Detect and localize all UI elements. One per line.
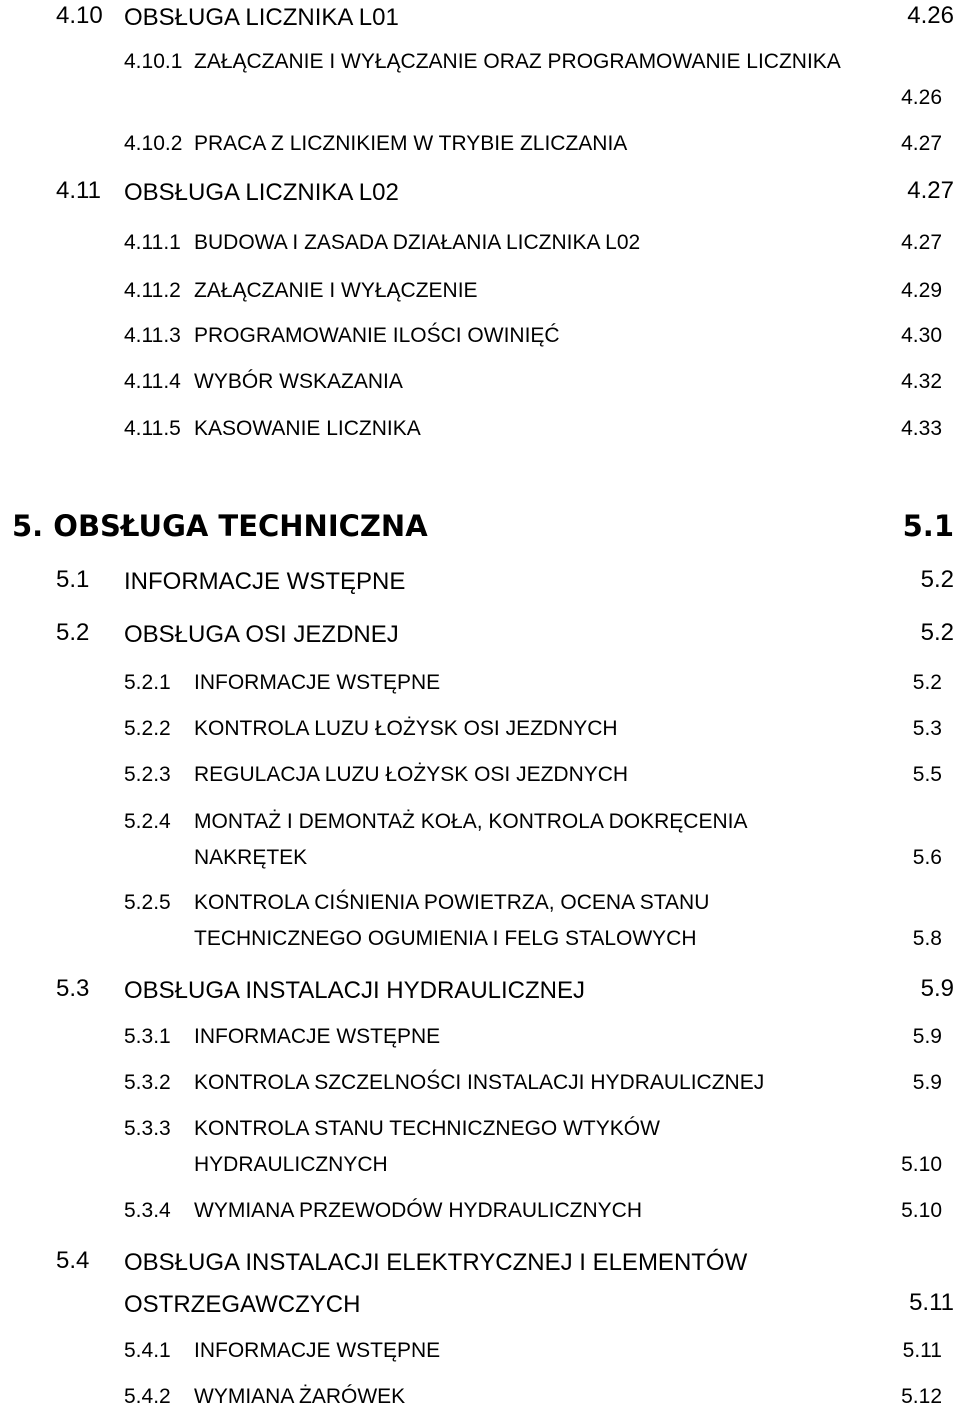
toc-entry-title: MONTAŻ I DEMONTAŻ KOŁA, KONTROLA DOKRĘCENIA NAKRĘTEK (194, 810, 747, 869)
toc-entry-title: ZAŁĄCZANIE I WYŁĄCZENIE (194, 279, 478, 302)
toc-entry-page: 5.10 (901, 1153, 942, 1176)
toc-entry-page: 5.9 (912, 1025, 942, 1048)
toc-entry-page: 4.32 (901, 370, 942, 393)
toc-entry-title: INFORMACJE WSTĘPNE (194, 1025, 441, 1048)
toc-entry-number: 5.2.2 (124, 717, 171, 740)
toc-entry-title: INFORMACJE WSTĘPNE (194, 1339, 441, 1362)
toc-entry-page: 5.9 (920, 975, 954, 1002)
toc-entry-page: 5.11 (902, 1339, 942, 1362)
toc-entry-number: 5.3 (56, 975, 90, 1002)
toc-entry-page: 4.26 (901, 86, 942, 109)
toc-entry-number: 4.11 (56, 177, 101, 204)
toc-entry-number: 5.2 (56, 619, 90, 646)
toc-entry-page: 5.2 (920, 566, 954, 593)
toc-entry-title: OBSŁUGA OSI JEZDNEJ (124, 621, 399, 648)
toc-entry-number: 5.4 (56, 1247, 90, 1274)
toc-entry-page: 4.26 (907, 2, 954, 29)
toc-entry-page: 5.6 (912, 846, 942, 869)
toc-entry-title: BUDOWA I ZASADA DZIAŁANIA LICZNIKA L02 (194, 231, 641, 254)
toc-entry-title: PROGRAMOWANIE ILOŚCI OWINIĘĆ (194, 324, 560, 347)
toc-entry-number: 4.11.3 (124, 324, 181, 347)
toc-entry-title: WYMIANA ŻARÓWEK (194, 1385, 406, 1408)
toc-entry-number: 5.4.2 (124, 1385, 171, 1408)
toc-entry-page: 5.3 (912, 717, 942, 740)
toc-entry-number: 5.3.4 (124, 1199, 171, 1222)
toc-entry-title: OBSŁUGA LICZNIKA L01 (124, 4, 399, 31)
toc-entry-title: INFORMACJE WSTĘPNE (194, 671, 441, 694)
toc-entry-number: 4.10.2 (124, 132, 183, 155)
toc-entry-title: PRACA Z LICZNIKIEM W TRYBIE ZLICZANIA (194, 132, 628, 155)
toc-entry-title: WYBÓR WSKAZANIA (194, 370, 403, 393)
toc-entry-number: 5.2.5 (124, 891, 171, 914)
toc-entry-number: 5.4.1 (124, 1339, 171, 1362)
toc-entry-number: 4.11.4 (124, 370, 181, 393)
toc-entry-title: WYMIANA PRZEWODÓW HYDRAULICZNYCH (194, 1199, 643, 1222)
toc-entry-title: ZAŁĄCZANIE I WYŁĄCZANIE ORAZ PROGRAMOWANIE LICZNIKA (194, 50, 841, 73)
toc-entry-page: 4.30 (901, 324, 942, 347)
toc-entry-title: REGULACJA LUZU ŁOŻYSK OSI JEZDNYCH (194, 763, 629, 786)
toc-entry-page: 4.27 (901, 132, 942, 155)
toc-entry-number: 5.2.4 (124, 810, 171, 833)
toc-entry-number: 5.1 (56, 566, 90, 593)
toc-entry-number: 4.10.1 (124, 50, 183, 73)
toc-entry-number: 4.11.5 (124, 417, 181, 440)
toc-entry-number: 4.10 (56, 2, 103, 29)
toc-entry-page: 5.2 (912, 671, 942, 694)
toc-entry-page: 5.2 (920, 619, 954, 646)
toc-entry-title: KONTROLA STANU TECHNICZNEGO WTYKÓW HYDRAULICZNYCH (194, 1117, 660, 1176)
toc-entry-title: KONTROLA LUZU ŁOŻYSK OSI JEZDNYCH (194, 717, 618, 740)
toc-entry-title: KASOWANIE LICZNIKA (194, 417, 421, 440)
chapter-title: 5. OBSŁUGA TECHNICZNA (12, 509, 428, 543)
toc-entry-title: OBSŁUGA LICZNIKA L02 (124, 179, 399, 206)
toc-entry-page: 4.29 (901, 279, 942, 302)
toc-entry-title: INFORMACJE WSTĘPNE (124, 568, 406, 595)
toc-entry-page: 5.12 (901, 1385, 942, 1408)
toc-entry-page: 5.11 (909, 1289, 954, 1316)
toc-entry-page: 5.9 (912, 1071, 942, 1094)
toc-entry-number: 5.3.1 (124, 1025, 171, 1048)
toc-entry-page: 4.27 (901, 231, 942, 254)
toc-entry-number: 4.11.1 (124, 231, 181, 254)
toc-entry-page: 5.10 (901, 1199, 942, 1222)
toc-entry-number: 5.3.2 (124, 1071, 171, 1094)
toc-entry-page: 4.27 (907, 177, 954, 204)
toc-entry-title: KONTROLA SZCZELNOŚCI INSTALACJI HYDRAULICZNEJ (194, 1071, 765, 1094)
toc-entry-page: 5.1 (902, 509, 954, 543)
toc-entry-number: 5.2.3 (124, 763, 171, 786)
toc-entry-page: 5.5 (912, 763, 942, 786)
toc-entry-page: 5.8 (912, 927, 942, 950)
toc-entry-number: 4.11.2 (124, 279, 181, 302)
toc-entry-title: KONTROLA CIŚNIENIA POWIETRZA, OCENA STANU TECHNICZNEGO OGUMIENIA I FELG STALOWYCH (194, 891, 710, 950)
toc-entry-title: OBSŁUGA INSTALACJI ELEKTRYCZNEJ I ELEMENTÓW OSTRZEGAWCZYCH (124, 1249, 748, 1318)
toc-entry-number: 5.3.3 (124, 1117, 171, 1140)
toc-entry-page: 4.33 (901, 417, 942, 440)
toc-entry-number: 5.2.1 (124, 671, 171, 694)
toc-entry-title: OBSŁUGA INSTALACJI HYDRAULICZNEJ (124, 977, 585, 1004)
